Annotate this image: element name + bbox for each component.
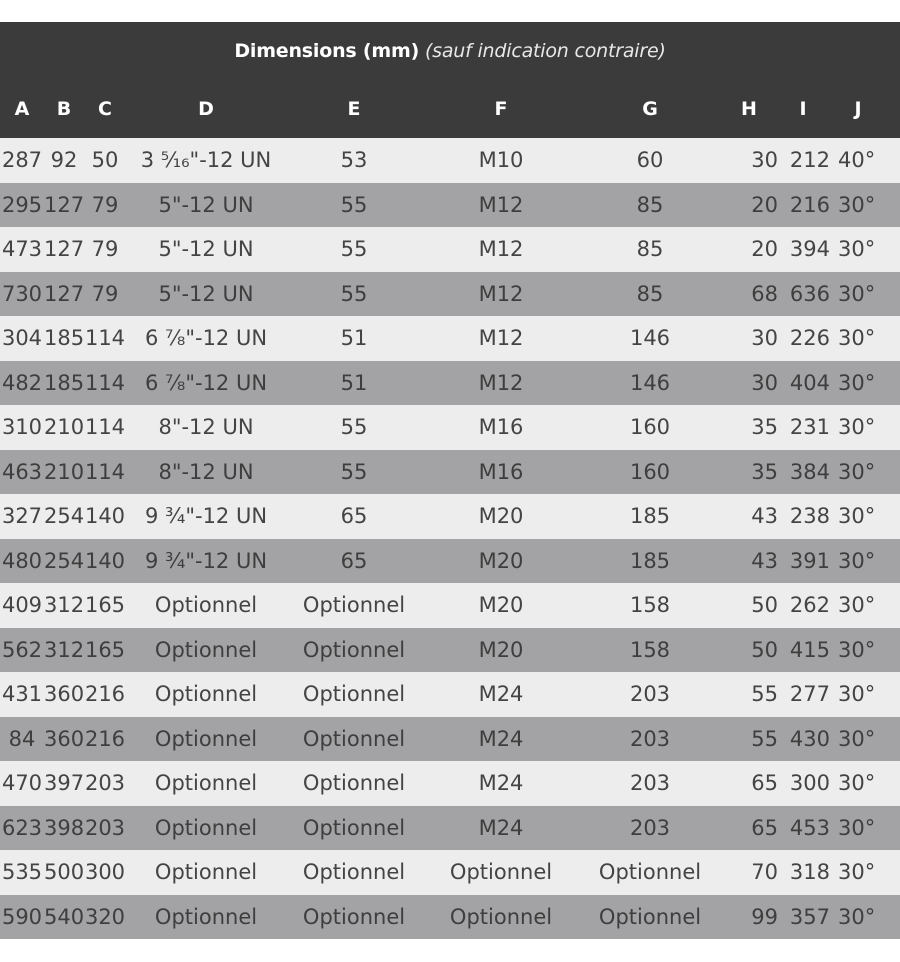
cell-c: 300 <box>84 860 126 885</box>
cell-g: 185 <box>629 548 671 573</box>
cell-a: 623 <box>1 815 43 840</box>
cell-h: 70 <box>751 860 778 885</box>
cell-j: 30° <box>838 904 876 929</box>
table-row <box>0 227 900 272</box>
cell-f: M12 <box>478 326 524 351</box>
cell-i: 226 <box>789 326 830 351</box>
cell-a: 730 <box>1 281 43 306</box>
table-title <box>0 22 900 80</box>
cell-f: M24 <box>478 682 524 707</box>
cell-g: 85 <box>636 281 664 306</box>
cell-j: 30° <box>838 326 876 351</box>
cell-i: 394 <box>789 237 830 262</box>
table-row <box>0 761 900 806</box>
cell-b: 500 <box>44 860 84 885</box>
table-row <box>0 539 900 584</box>
cell-h: 35 <box>751 415 778 440</box>
cell-c: 165 <box>84 637 126 662</box>
cell-g: 160 <box>629 459 671 484</box>
cell-h: 55 <box>751 682 778 707</box>
cell-b: 92 <box>50 148 78 173</box>
table-row <box>0 405 900 450</box>
cell-f: M16 <box>478 459 524 484</box>
cell-d: 6 ⁷⁄₈"-12 UN <box>144 370 268 395</box>
cell-g: 160 <box>629 415 671 440</box>
cell-a: 287 <box>1 148 43 173</box>
cell-f: M24 <box>478 726 524 751</box>
cell-a: 482 <box>1 370 43 395</box>
cell-b: 312 <box>44 637 84 662</box>
cell-e: Optionnel <box>302 815 406 840</box>
cell-a: 562 <box>1 637 43 662</box>
column-header-e: E <box>347 98 361 120</box>
cell-e: 55 <box>340 459 368 484</box>
cell-g: Optionnel <box>598 860 702 885</box>
cell-a: 535 <box>1 860 43 885</box>
cell-j: 30° <box>838 682 876 707</box>
cell-c: 165 <box>84 593 126 618</box>
cell-e: 55 <box>340 192 368 217</box>
cell-e: Optionnel <box>302 637 406 662</box>
table-row <box>0 361 900 406</box>
cell-e: Optionnel <box>302 904 406 929</box>
cell-c: 320 <box>84 904 126 929</box>
cell-e: Optionnel <box>302 726 406 751</box>
cell-f: M10 <box>478 148 524 173</box>
cell-d: 6 ⁷⁄₈"-12 UN <box>144 326 268 351</box>
cell-d: Optionnel <box>154 815 258 840</box>
cell-b: 210 <box>44 415 84 440</box>
cell-d: 9 ¾"-12 UN <box>144 504 268 529</box>
cell-h: 35 <box>751 459 778 484</box>
cell-h: 43 <box>751 504 778 529</box>
cell-a: 327 <box>1 504 43 529</box>
cell-j: 30° <box>838 637 876 662</box>
cell-h: 20 <box>751 237 778 262</box>
cell-e: 55 <box>340 281 368 306</box>
cell-c: 114 <box>84 459 126 484</box>
cell-i: 453 <box>789 815 830 840</box>
cell-i: 318 <box>789 860 830 885</box>
table-row <box>0 316 900 361</box>
cell-j: 30° <box>838 281 876 306</box>
cell-d: Optionnel <box>154 726 258 751</box>
table-row <box>0 895 900 940</box>
cell-b: 127 <box>44 192 84 217</box>
cell-d: Optionnel <box>154 593 258 618</box>
table-title-note: (sauf indication contraire) <box>424 40 666 62</box>
cell-i: 300 <box>789 771 830 796</box>
cell-j: 30° <box>838 548 876 573</box>
table-body <box>0 138 900 939</box>
cell-h: 65 <box>751 771 778 796</box>
cell-g: 146 <box>629 370 671 395</box>
cell-f: M12 <box>478 192 524 217</box>
cell-h: 55 <box>751 726 778 751</box>
cell-e: 53 <box>340 148 368 173</box>
table-title-main: Dimensions (mm) <box>234 40 420 62</box>
cell-h: 30 <box>751 370 778 395</box>
cell-i: 238 <box>789 504 830 529</box>
cell-j: 40° <box>838 148 876 173</box>
cell-a: 590 <box>1 904 43 929</box>
cell-e: Optionnel <box>302 771 406 796</box>
cell-h: 50 <box>751 593 778 618</box>
cell-d: 5"-12 UN <box>158 192 254 217</box>
cell-d: Optionnel <box>154 682 258 707</box>
cell-g: 60 <box>636 148 664 173</box>
cell-c: 114 <box>84 415 126 440</box>
cell-f: Optionnel <box>449 904 553 929</box>
cell-f: M16 <box>478 415 524 440</box>
cell-j: 30° <box>838 192 876 217</box>
dimensions-table <box>0 22 900 939</box>
cell-g: 158 <box>629 637 671 662</box>
cell-d: 8"-12 UN <box>158 459 254 484</box>
cell-f: M20 <box>478 637 524 662</box>
column-header-a: A <box>14 98 30 120</box>
cell-a: 310 <box>1 415 43 440</box>
cell-a: 431 <box>1 682 43 707</box>
column-header-i: I <box>799 98 807 120</box>
table-row <box>0 672 900 717</box>
table-row <box>0 494 900 539</box>
cell-i: 357 <box>789 904 830 929</box>
cell-j: 30° <box>838 504 876 529</box>
cell-i: 262 <box>789 593 830 618</box>
cell-g: 185 <box>629 504 671 529</box>
cell-b: 127 <box>44 237 84 262</box>
cell-g: 85 <box>636 192 664 217</box>
cell-b: 398 <box>44 815 84 840</box>
cell-c: 79 <box>91 192 119 217</box>
cell-c: 203 <box>84 771 126 796</box>
cell-g: 203 <box>629 726 671 751</box>
cell-h: 99 <box>751 904 778 929</box>
cell-a: 295 <box>1 192 43 217</box>
cell-e: 65 <box>340 548 368 573</box>
cell-e: Optionnel <box>302 860 406 885</box>
cell-e: Optionnel <box>302 593 406 618</box>
cell-j: 30° <box>838 771 876 796</box>
cell-e: 55 <box>340 415 368 440</box>
cell-b: 397 <box>44 771 84 796</box>
cell-e: Optionnel <box>302 682 406 707</box>
cell-i: 384 <box>789 459 830 484</box>
column-header-b: B <box>56 98 72 120</box>
cell-g: 158 <box>629 593 671 618</box>
cell-a: 480 <box>1 548 43 573</box>
cell-e: 51 <box>340 326 368 351</box>
cell-f: M24 <box>478 815 524 840</box>
table-row <box>0 850 900 895</box>
cell-i: 277 <box>789 682 830 707</box>
table-row <box>0 138 900 183</box>
cell-h: 68 <box>751 281 778 306</box>
cell-b: 312 <box>44 593 84 618</box>
column-header-j: J <box>854 98 862 120</box>
cell-f: M12 <box>478 281 524 306</box>
cell-d: Optionnel <box>154 771 258 796</box>
cell-d: Optionnel <box>154 904 258 929</box>
cell-d: 5"-12 UN <box>158 281 254 306</box>
cell-f: M12 <box>478 370 524 395</box>
column-header-f: F <box>494 98 508 120</box>
cell-f: M24 <box>478 771 524 796</box>
table-row <box>0 628 900 673</box>
cell-c: 50 <box>91 148 119 173</box>
cell-j: 30° <box>838 815 876 840</box>
cell-b: 540 <box>44 904 84 929</box>
cell-g: 203 <box>629 682 671 707</box>
cell-h: 30 <box>751 148 778 173</box>
cell-a: 84 <box>8 726 36 751</box>
cell-h: 20 <box>751 192 778 217</box>
cell-a: 304 <box>1 326 43 351</box>
cell-b: 185 <box>44 370 84 395</box>
cell-c: 216 <box>84 726 126 751</box>
cell-h: 43 <box>751 548 778 573</box>
cell-c: 203 <box>84 815 126 840</box>
table-row <box>0 583 900 628</box>
column-header-d: D <box>198 98 214 120</box>
cell-d: 8"-12 UN <box>158 415 254 440</box>
cell-g: 203 <box>629 771 671 796</box>
table-row <box>0 806 900 851</box>
table-row <box>0 717 900 762</box>
cell-b: 127 <box>44 281 84 306</box>
cell-g: Optionnel <box>598 904 702 929</box>
cell-a: 470 <box>1 771 43 796</box>
cell-i: 636 <box>789 281 830 306</box>
cell-j: 30° <box>838 860 876 885</box>
cell-a: 463 <box>1 459 43 484</box>
table-row <box>0 272 900 317</box>
cell-g: 85 <box>636 237 664 262</box>
cell-f: Optionnel <box>449 860 553 885</box>
cell-i: 415 <box>789 637 830 662</box>
cell-c: 79 <box>91 281 119 306</box>
cell-c: 140 <box>84 548 126 573</box>
table-row <box>0 183 900 228</box>
table-header <box>0 22 900 138</box>
cell-d: 9 ¾"-12 UN <box>144 548 268 573</box>
cell-g: 146 <box>629 326 671 351</box>
cell-c: 114 <box>84 370 126 395</box>
cell-i: 216 <box>789 192 830 217</box>
cell-i: 404 <box>789 370 830 395</box>
cell-a: 473 <box>1 237 43 262</box>
cell-c: 79 <box>91 237 119 262</box>
cell-a: 409 <box>1 593 43 618</box>
cell-b: 210 <box>44 459 84 484</box>
cell-i: 430 <box>789 726 830 751</box>
cell-b: 360 <box>44 682 84 707</box>
column-header-c: C <box>98 98 112 120</box>
cell-j: 30° <box>838 593 876 618</box>
cell-j: 30° <box>838 370 876 395</box>
cell-c: 114 <box>84 326 126 351</box>
cell-d: Optionnel <box>154 637 258 662</box>
cell-i: 212 <box>789 148 830 173</box>
column-header-g: G <box>642 98 658 120</box>
cell-i: 231 <box>789 415 830 440</box>
cell-g: 203 <box>629 815 671 840</box>
cell-f: M20 <box>478 504 524 529</box>
cell-e: 65 <box>340 504 368 529</box>
cell-i: 391 <box>789 548 830 573</box>
cell-b: 254 <box>44 504 84 529</box>
cell-f: M20 <box>478 548 524 573</box>
cell-b: 360 <box>44 726 84 751</box>
cell-h: 65 <box>751 815 778 840</box>
cell-d: Optionnel <box>154 860 258 885</box>
cell-e: 51 <box>340 370 368 395</box>
cell-h: 30 <box>751 326 778 351</box>
cell-b: 185 <box>44 326 84 351</box>
cell-e: 55 <box>340 237 368 262</box>
cell-j: 30° <box>838 415 876 440</box>
cell-c: 140 <box>84 504 126 529</box>
column-header-row <box>0 80 900 138</box>
cell-d: 3 ⁵⁄₁₆"-12 UN <box>140 148 272 173</box>
cell-f: M12 <box>478 237 524 262</box>
cell-c: 216 <box>84 682 126 707</box>
cell-j: 30° <box>838 726 876 751</box>
cell-b: 254 <box>44 548 84 573</box>
cell-d: 5"-12 UN <box>158 237 254 262</box>
cell-h: 50 <box>751 637 778 662</box>
cell-f: M20 <box>478 593 524 618</box>
table-row <box>0 450 900 495</box>
cell-j: 30° <box>838 237 876 262</box>
cell-j: 30° <box>838 459 876 484</box>
column-header-h: H <box>741 98 757 120</box>
